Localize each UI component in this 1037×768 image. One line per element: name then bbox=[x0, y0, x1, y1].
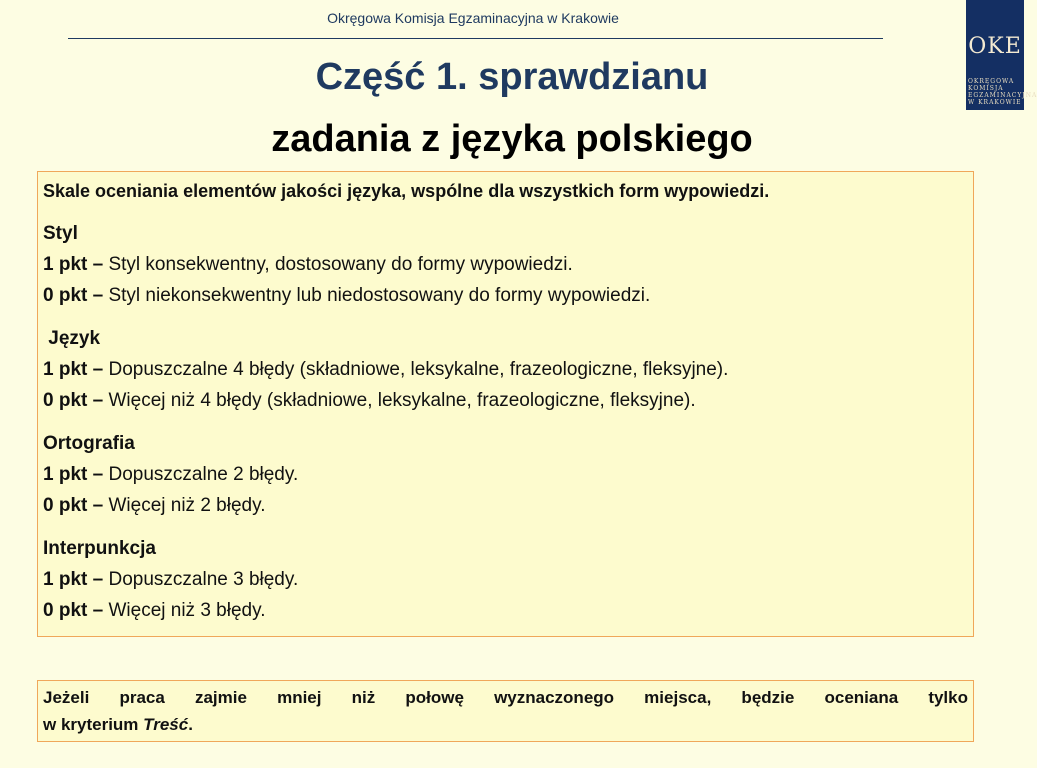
section-title-interpunkcja: Interpunkcja bbox=[43, 538, 156, 559]
points-label: 0 pkt – bbox=[43, 285, 104, 306]
section-title-ortografia: Ortografia bbox=[43, 433, 135, 454]
logo-caption-line: OKRĘGOWA bbox=[968, 78, 1015, 85]
criteria-intro: Skale oceniania elementów jakości języka, wspólne dla wszystkich form wypowiedzi. bbox=[43, 181, 770, 201]
points-label: 0 pkt – bbox=[43, 600, 104, 621]
institution-header: Okręgowa Komisja Egzaminacyjna w Krakowie bbox=[327, 10, 619, 26]
criteria-box bbox=[37, 171, 974, 637]
criterion-line bbox=[43, 595, 968, 626]
section-title-styl: Styl bbox=[43, 223, 78, 244]
criterion-text: Styl konsekwentny, dostosowany do formy wypowiedzi. bbox=[103, 254, 573, 275]
criterion-line bbox=[43, 385, 968, 416]
note-prefix: w kryterium bbox=[43, 715, 144, 734]
header-divider bbox=[68, 38, 883, 39]
logo-caption-line: W KRAKOWIE bbox=[968, 99, 1022, 106]
criterion-line bbox=[43, 354, 968, 385]
criterion-line bbox=[43, 249, 968, 280]
logo-caption-line: KOMISJA bbox=[968, 85, 1004, 92]
criterion-text: Styl niekonsekwentny lub niedostosowany do formy wypowiedzi. bbox=[103, 285, 651, 306]
note-box bbox=[37, 680, 974, 742]
criterion-line bbox=[43, 280, 968, 311]
points-label: 1 pkt – bbox=[43, 464, 104, 485]
criterion-text: Więcej niż 2 błędy. bbox=[103, 495, 266, 516]
note-line: Jeżeli praca zajmie mniej niż połowę wyznaczonego miejsca, będzie oceniana tylko bbox=[43, 688, 968, 707]
criterion-text: Więcej niż 4 błędy (składniowe, leksykalne, frazeologiczne, fleksyjne). bbox=[103, 390, 696, 411]
criterion-text: Więcej niż 3 błędy. bbox=[103, 600, 266, 621]
criterion-text: Dopuszczalne 4 błędy (składniowe, leksykalne, frazeologiczne, fleksyjne). bbox=[103, 359, 729, 380]
criterion-line bbox=[43, 459, 968, 490]
criterion-text: Dopuszczalne 3 błędy. bbox=[103, 569, 299, 590]
note-suffix: . bbox=[188, 715, 193, 734]
logo-caption-line: EGZAMINACYJNA bbox=[968, 92, 1037, 99]
points-label: 1 pkt – bbox=[43, 359, 104, 380]
slide-title: Część 1. sprawdzianu bbox=[315, 56, 709, 98]
note-criterion: Treść bbox=[143, 715, 189, 734]
points-label: 0 pkt – bbox=[43, 495, 104, 516]
criterion-line bbox=[43, 490, 968, 521]
section-title-jezyk: Język bbox=[43, 328, 101, 349]
logo-mark: OKE bbox=[968, 34, 1022, 59]
points-label: 0 pkt – bbox=[43, 390, 104, 411]
points-label: 1 pkt – bbox=[43, 569, 104, 590]
criterion-line bbox=[43, 564, 968, 595]
slide-subtitle: zadania z języka polskiego bbox=[271, 118, 753, 160]
criterion-text: Dopuszczalne 2 błędy. bbox=[103, 464, 299, 485]
points-label: 1 pkt – bbox=[43, 254, 104, 275]
note-line bbox=[43, 711, 968, 738]
